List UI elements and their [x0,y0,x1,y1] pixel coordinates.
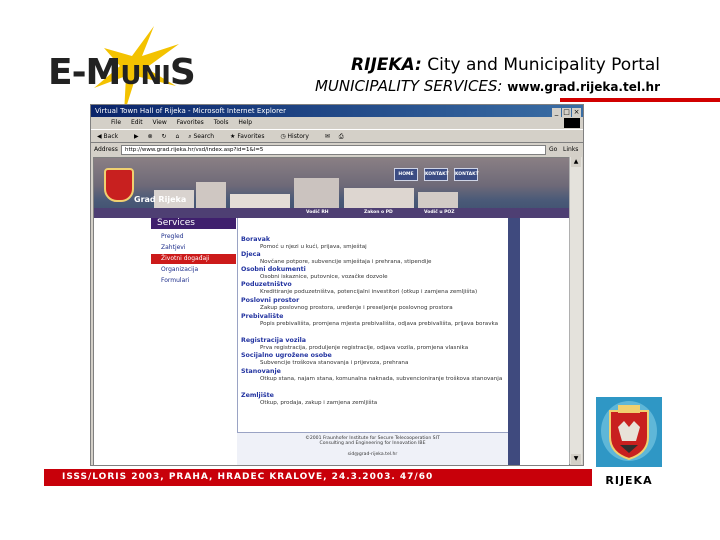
divider [560,98,720,102]
logo [48,52,195,93]
service-desc: Popis prebivališta, promjena mjesta prebivališta, odjava prebivališta, prijava boravka [260,321,499,327]
menu-tools[interactable]: Tools [213,119,229,126]
sidebar-item-organizacija[interactable]: Organizacija [161,266,199,273]
logo-end-text: S [169,52,195,93]
window-titlebar [91,105,583,117]
site-name: Grad Rijeka [134,195,187,204]
favorites-label: Favorites [237,133,265,140]
service-title[interactable]: Poslovni prostor [241,297,300,304]
links-button[interactable]: Links [563,146,579,153]
logo-main-text: E-M [48,52,121,93]
service-title[interactable]: Djeca [241,251,261,258]
footer-email-link[interactable]: sid@grad-rijeka.tel.hr [347,452,398,457]
home-icon[interactable]: ⌂ [175,133,180,140]
window-title: Virtual Town Hall of Rijeka - Microsoft Internet Explorer [95,107,286,115]
toolbar [91,129,583,143]
refresh-icon[interactable]: ↻ [161,133,167,140]
service-desc: Pomoć u njezi u kući, prijava, smještaj [260,244,367,250]
page-content [93,157,570,466]
subtitle-text: MUNICIPALITY SERVICES: [314,77,503,95]
site-header [94,158,569,218]
sidebar-item-formulari[interactable]: Formulari [161,277,190,284]
service-title[interactable]: Stanovanje [241,368,281,375]
history-button[interactable]: ◷ History [280,133,309,140]
menu-edit[interactable]: Edit [130,119,143,126]
service-title[interactable]: Poduzetništvo [241,281,292,288]
service-desc: Zakup poslovnog prostora, uređenje i preseljenje poslovnog prostora [260,305,453,311]
vertical-scrollbar[interactable] [569,157,582,464]
service-title[interactable]: Socijalno ugrožene osobe [241,352,332,359]
stop-icon[interactable]: ⊗ [147,133,153,140]
service-title[interactable]: Boravak [241,236,271,243]
service-desc: Otkup stana, najam stana, komunalna naknada, subvencioniranje troškova stanovanja [260,376,503,382]
scroll-up-icon[interactable]: ▲ [571,157,581,167]
service-desc: Prva registracija, produljenje registracije, odjava vozila, promjena vlasnika [260,345,469,351]
logo-small-text: UNI [120,61,170,91]
menu-view[interactable]: View [152,119,167,126]
sidebar-item-pregled[interactable]: Pregled [161,233,184,240]
sidebar-item-zahtjevi[interactable]: Zahtjevi [161,244,186,251]
service-title[interactable]: Osobni dokumenti [241,266,306,273]
sidebar [151,218,236,465]
footer-company: Consulting and Engineering for Innovation IBE [319,441,426,446]
menu-file[interactable]: File [111,119,122,126]
service-desc: Kreditiranje poduzetništva, potencijalni investitori (otkup i zamjena zemljišta) [260,289,478,295]
sidebar-title: Services [151,218,236,229]
crest-icon [104,168,134,202]
maximize-icon[interactable]: □ [563,108,570,116]
browser-window [90,104,584,466]
service-desc: Subvencije troškova stanovanja i prijevoza, prehrana [260,360,409,366]
address-input[interactable]: http://www.grad.rijeka.hr/vsd/index.asp?id=1&l=5 [121,145,546,155]
service-title[interactable]: Registracija vozila [241,337,307,344]
rijeka-crest-icon [596,397,662,467]
menu-help[interactable]: Help [238,119,253,126]
history-label: History [287,133,309,140]
page-title [300,55,660,75]
go-button[interactable]: Go [549,146,558,153]
city-label: RIJEKA [605,474,653,487]
mail-icon[interactable]: ✉ [324,133,330,140]
search-button[interactable]: ⌕ Search [188,133,215,140]
search-label: Search [193,133,215,140]
favorites-button[interactable]: ★ Favorites [230,133,265,140]
right-band [508,218,520,465]
service-title[interactable]: Zemljište [241,392,274,399]
address-bar [91,144,583,155]
address-label: Address [94,146,118,153]
service-title[interactable]: Prebivalište [241,313,284,320]
subtitle-url: www.grad.rijeka.tel.hr [507,80,660,94]
nav-kontakt2-button[interactable]: KONTAKT [454,168,478,181]
minimize-icon[interactable]: _ [552,108,561,117]
service-desc: Osobni iskaznice, putovnice, vozačke dozvole [260,274,388,280]
nav-kontakt-button[interactable]: KONTAKT [424,168,448,181]
tab-band [94,208,569,218]
back-button[interactable]: ◀ Back [97,133,119,140]
tab-zakon-pd[interactable]: Zakon o PD [364,210,393,215]
print-icon[interactable]: ⎙ [338,133,344,140]
footer-copyright: ©2001 Fraunhofer Institute for Secure Telecooperation SIT [305,436,440,441]
service-desc: Novčane potpore, subvencije smještaja i prehrana, stipendije [260,259,432,265]
ie-logo-icon [564,118,580,128]
back-label: Back [103,133,119,140]
title-rest: City and Municipality Portal [427,55,660,75]
services-list [237,218,508,465]
close-icon[interactable]: × [573,108,580,116]
tab-vodic-poz[interactable]: Vodič u POZ [424,210,455,215]
menu-bar [91,118,583,128]
title-bold: RIJEKA: [351,55,422,75]
menu-favorites[interactable]: Favorites [176,119,204,126]
forward-icon[interactable]: ▶ [134,133,139,140]
sidebar-item-zivotni-dogadaji[interactable]: Životni događaji [151,254,236,264]
service-desc: Otkup, prodaja, zakup i zamjena zemljišta [260,400,378,406]
page-subtitle [200,77,660,95]
scroll-down-icon[interactable]: ▼ [571,454,581,464]
nav-home-button[interactable]: HOME [394,168,418,181]
site-footer [237,432,508,466]
conference-footer: ISSS/LORIS 2003, PRAHA, HRADEC KRALOVE, 24.3.2003. 47/60 [44,469,592,486]
tab-vodic-rh[interactable]: Vodič RH [306,210,329,215]
